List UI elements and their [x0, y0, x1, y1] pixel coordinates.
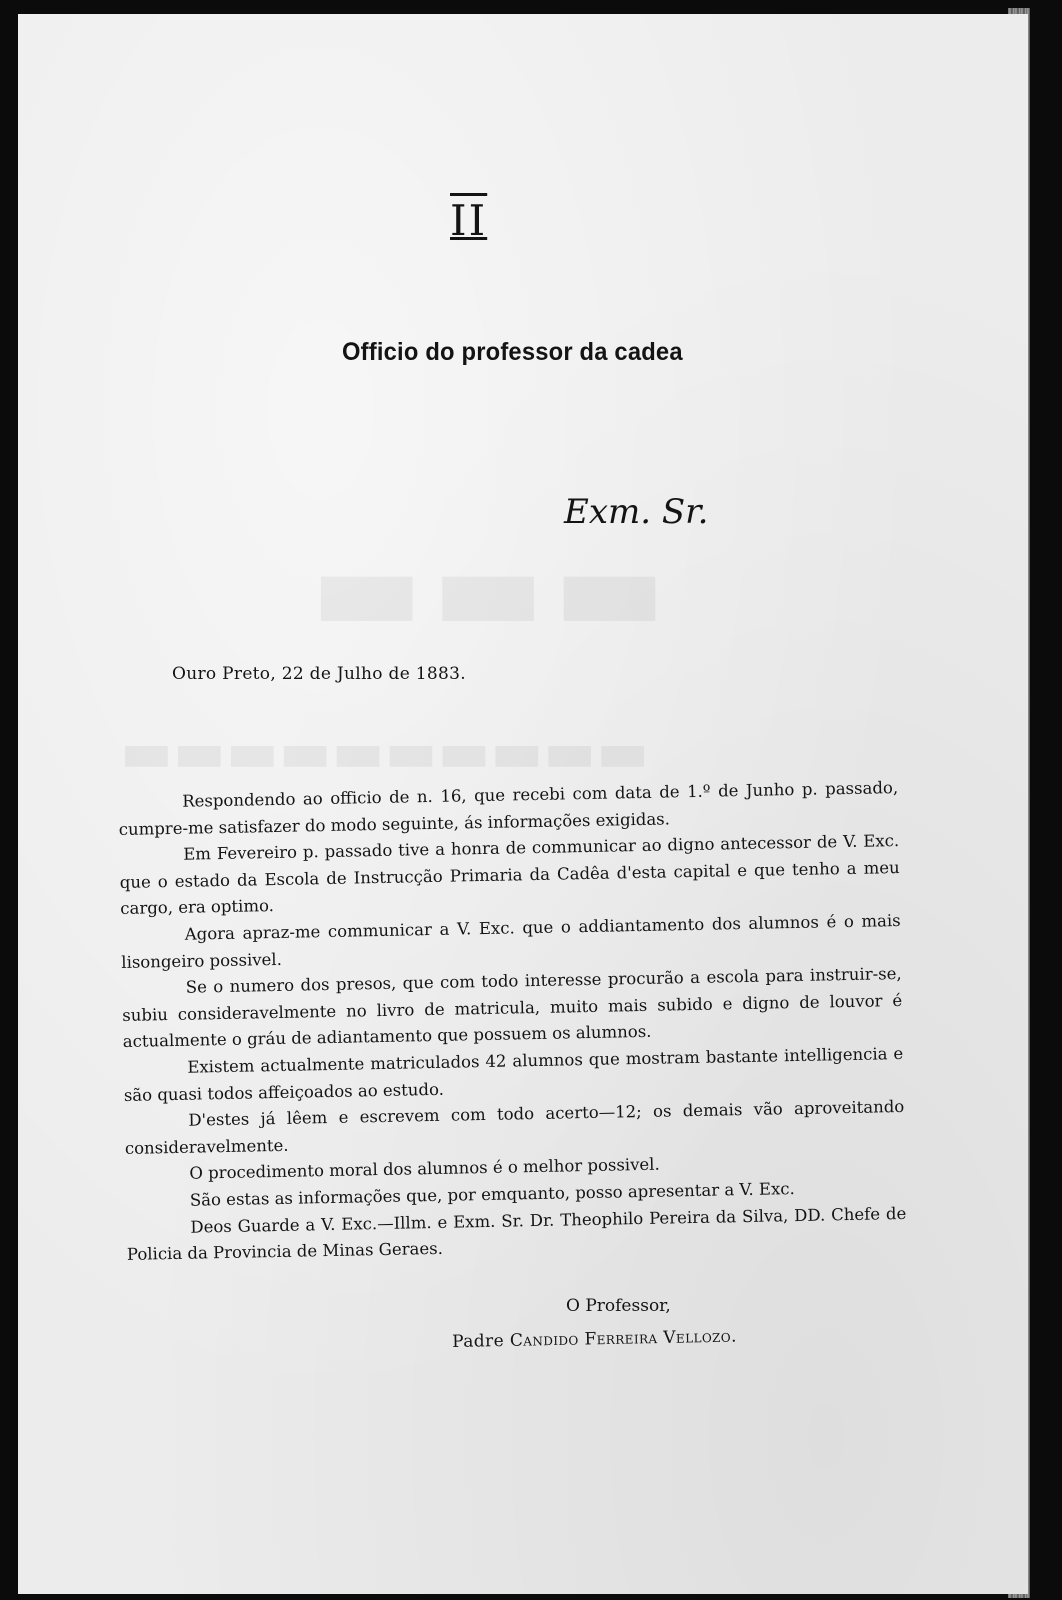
letter-body	[118, 775, 907, 1269]
paragraph: São estas as informações que, por emquanto, posso apresentar a V. Exc.	[189, 1178, 795, 1210]
document-title: Officio do professor da cadea	[342, 338, 683, 366]
paragraph: Existem actualmente matriculados 42 alumnos que mostram bastante intelligencia e são quasi todos affeiçoados ao estudo.	[123, 1043, 904, 1105]
dateline: Ouro Preto, 22 de Julho de 1883.	[172, 664, 466, 684]
salutation: Exm. Sr.	[564, 492, 709, 532]
paragraph: Agora apraz-me communicar a V. Exc. que o addiantamento dos alumnos é o mais lisongeiro possivel.	[121, 910, 901, 972]
paragraph: D'estes já lêem e escrevem com todo acerto—12; os demais vão aproveitando consideravelmente.	[124, 1097, 905, 1158]
paragraph: Respondendo ao officio de n. 16, que recebi com data de 1.º de Junho p. passado, cumpre-me satisfazer do modo seguinte, ás informações exigidas.	[118, 778, 899, 839]
paragraph: Em Fevereiro p. passado tive a honra de communicar ao digno antecessor de V. Exc. que o estado da Escola de Instrucção Primaria da Cadêa d'esta capital e que tenho a meu cargo, era optimo.	[119, 831, 900, 919]
section-numeral: II	[450, 196, 488, 245]
paragraph: Deos Guarde a V. Exc.—Illm. e Exm. Sr. Dr. Theophilo Pereira da Silva, DD. Chefe de Policia da Provincia de Minas Geraes.	[126, 1203, 907, 1265]
paragraph: Se o numero dos presos, que com todo interesse procurão a escola para instruir-se, subiu consideravelmente no livro de matricula, muito mais subido e digno de louvor é actualmente o gráu de adiantamento que possuem os alumnos.	[122, 964, 903, 1052]
signature-prefix: Padre	[452, 1331, 505, 1352]
closing: O Professor,	[566, 1296, 671, 1316]
paragraph: O procedimento moral dos alumnos é o melhor possivel.	[189, 1154, 660, 1184]
signature-name: Candido Ferreira Vellozo.	[509, 1326, 738, 1351]
